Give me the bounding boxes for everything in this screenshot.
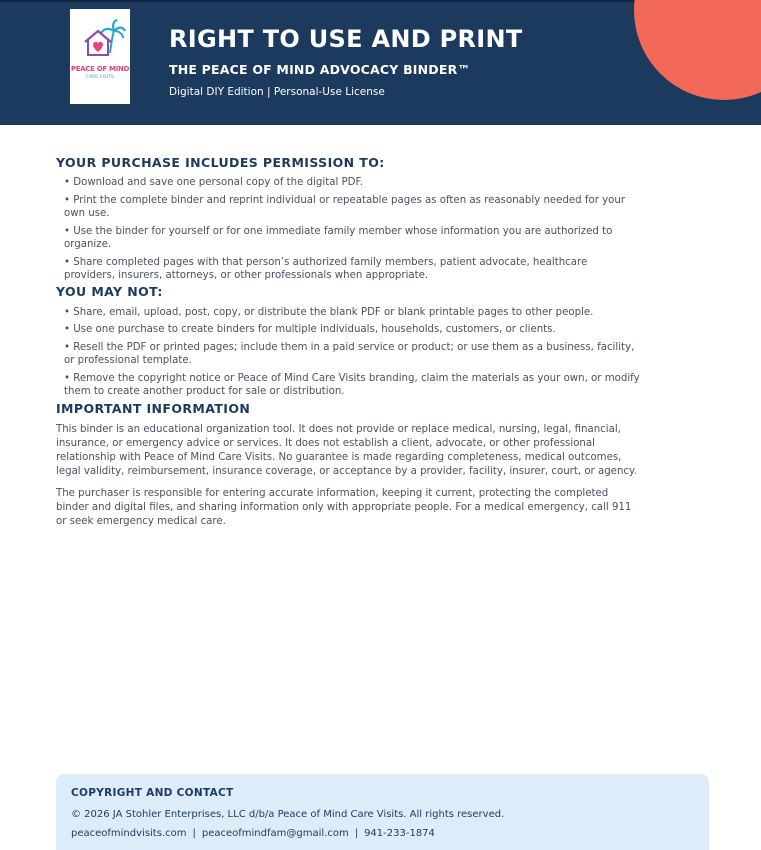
permission-heading: YOUR PURCHASE INCLUDES PERMISSION TO: (56, 155, 385, 170)
copyright-notice: © 2026 JA Stohler Enterprises, LLC d/b/a Peace of Mind Care Visits. All rights reserved. (71, 809, 505, 820)
copyright-contact-box (56, 774, 709, 850)
logo-wordmark: PEACE OF MIND (70, 65, 130, 73)
list-item: • Share completed pages with that person’s authorized family members, patient advocate, healthcare providers, insurers, attorneys, or other professionals when appropriate. (64, 256, 588, 281)
phone-number[interactable]: 941-233-1874 (364, 828, 435, 839)
header-banner (0, 0, 761, 125)
logo-tagline: CARE VISITS (85, 74, 115, 79)
website-link[interactable]: peaceofmindvisits.com (71, 828, 187, 839)
important-paragraph: The purchaser is responsible for entering accurate information, keeping it current, protecting the completed binder and digital files, and sharing information only with appropriate people. For a medical emergency, call 911 or seek emergency medical care. (56, 487, 632, 527)
brand-logo (70, 9, 130, 104)
contact-line (71, 828, 435, 839)
footer-title: COPYRIGHT AND CONTACT (71, 787, 234, 799)
separator: | (192, 828, 196, 839)
separator: | (354, 828, 359, 839)
page-title: RIGHT TO USE AND PRINT (169, 25, 523, 53)
house-heart-palm-logo-icon (70, 9, 130, 69)
email-link[interactable]: peaceofmindfam@gmail.com (201, 828, 349, 839)
permission-list (56, 176, 640, 283)
may-not-heading: YOU MAY NOT: (56, 283, 163, 299)
accent-circle (634, 0, 761, 100)
list-item: • Print the complete binder and reprint individual or repeatable pages as often as reasonably needed for your own use. (64, 194, 626, 219)
edition-license: Digital DIY Edition | Personal-Use License (169, 86, 385, 98)
list-item: • Resell the PDF or printed pages; include them in a paid service or product; or use them as a business, facility, or professional template. (64, 341, 635, 366)
list-item: • Download and save one personal copy of the digital PDF. (64, 177, 363, 188)
list-item: • Use the binder for yourself or for one immediate family member whose information you are authorized to organize. (64, 225, 613, 250)
page-subtitle: THE PEACE OF MIND ADVOCACY BINDER™ (169, 62, 471, 77)
main-content (56, 155, 640, 529)
may-not-list (56, 306, 640, 399)
list-item: • Use one purchase to create binders for multiple individuals, households, customers, or clients. (64, 324, 556, 335)
important-heading: IMPORTANT INFORMATION (56, 400, 251, 416)
list-item: • Share, email, upload, post, copy, or distribute the blank PDF or blank printable pages to other people. (64, 306, 594, 318)
list-item: • Remove the copyright notice or Peace of Mind Care Visits branding, claim the materials as your own, or modify them to create another product for sale or distribution. (64, 372, 640, 397)
important-paragraph: This binder is an educational organization tool. It does not provide or replace medical, nursing, legal, financial, insurance, or emergency advice or services. It does not establish a client, advocate, or other professional relationship with Peace of Mind Care Visits. No guarantee is made regarding completeness, medical outcomes, legal validity, reimbursement, insurance coverage, or acceptance by a provider, facility, insurer, court, or agency. (56, 423, 637, 477)
